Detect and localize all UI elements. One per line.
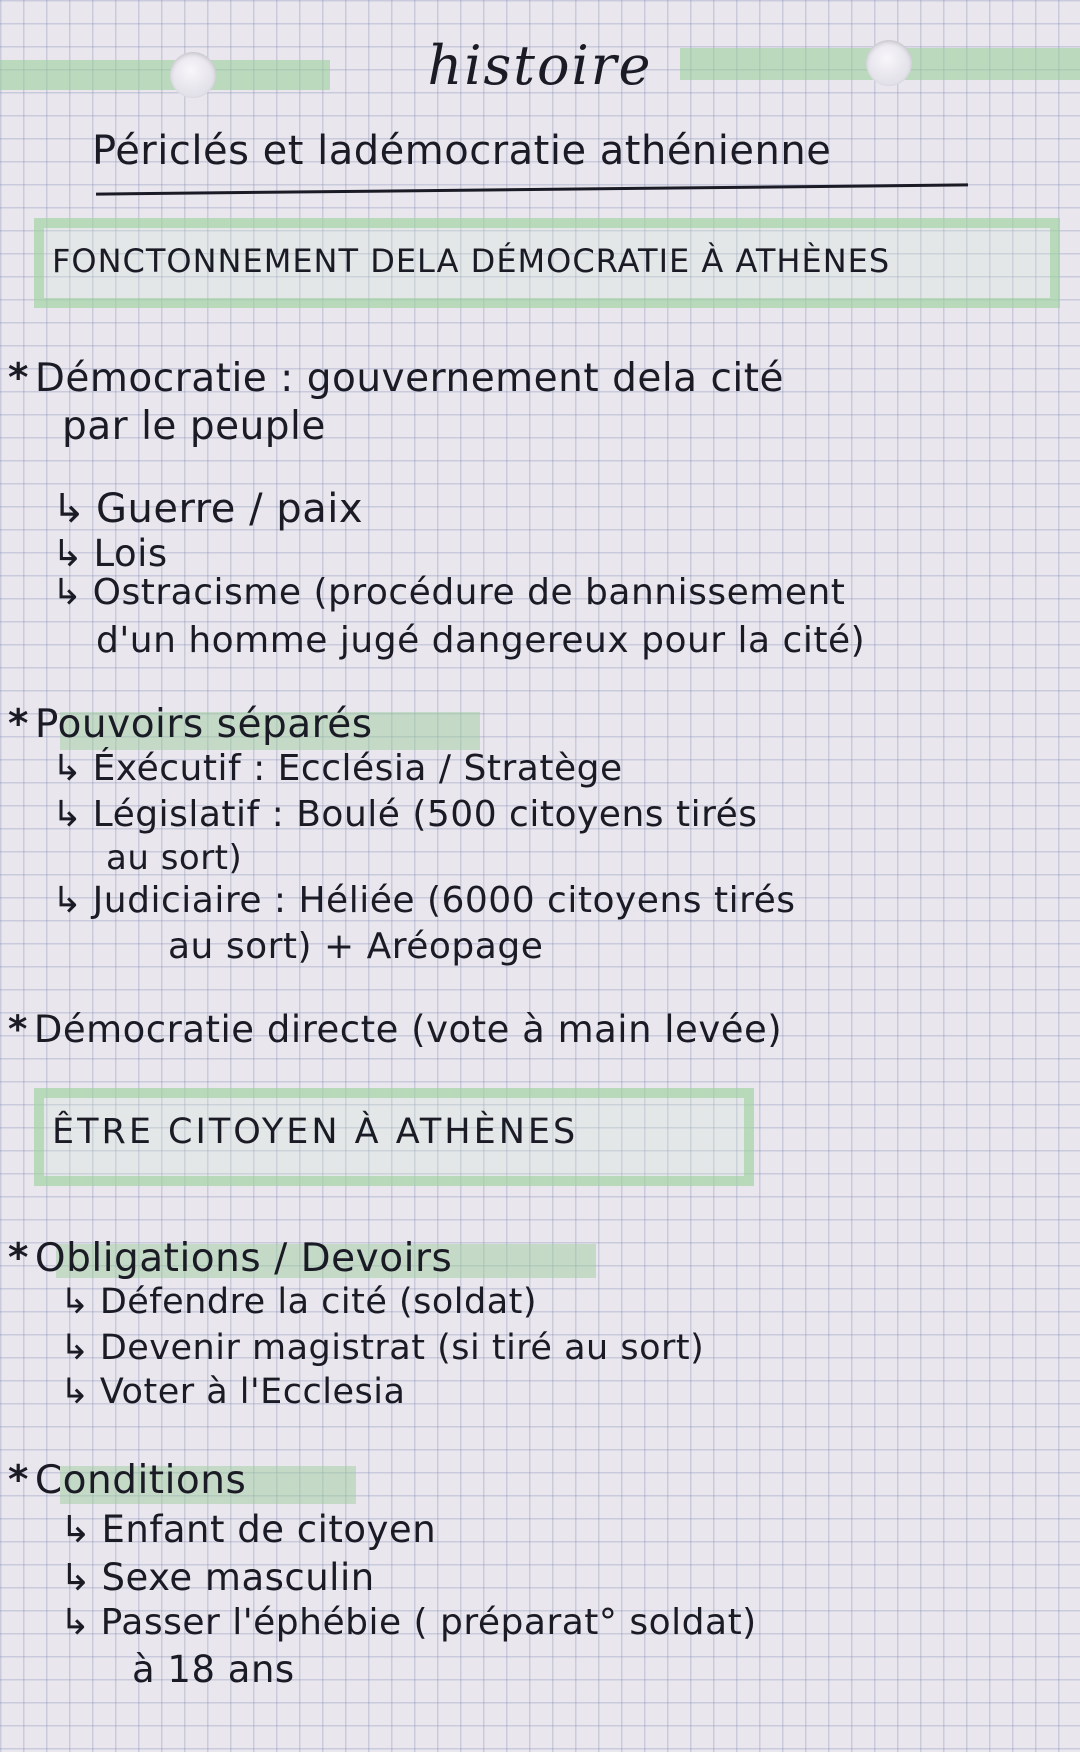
- item-sexe: Sexe masculin: [101, 1556, 375, 1599]
- page-title: histoire: [427, 34, 653, 97]
- item-magistrat: Devenir magistrat (si tiré au sort): [99, 1328, 705, 1368]
- item-lois: Lois: [93, 532, 168, 575]
- pouvoirs-heading-line: [8, 702, 373, 747]
- conditions-heading-line: [8, 1458, 246, 1503]
- obligations-heading: Obligations / Devoirs: [34, 1236, 453, 1281]
- pouvoirs-judiciaire: [52, 880, 796, 921]
- star-bullet: *: [8, 1236, 29, 1281]
- item-defendre: Défendre la cité (soldat): [99, 1282, 538, 1322]
- democratie-line1: [8, 356, 784, 401]
- judiciaire-text: Judiciaire : Héliée (6000 citoyens tirés: [92, 880, 796, 921]
- item-voter: Voter à l'Ecclesia: [99, 1372, 406, 1412]
- democratie-item-3-cont: d'un homme jugé dangereux pour la cité): [96, 620, 866, 661]
- section2-heading: ÊTRE CITOYEN À ATHÈNES: [52, 1112, 579, 1152]
- democratie-directe-line: [8, 1008, 782, 1051]
- arrow-icon: ↳: [60, 1556, 92, 1599]
- obligations-item-1: [60, 1282, 537, 1322]
- arrow-icon: ↳: [52, 486, 87, 532]
- page-subtitle: Périclés et ladémocratie athénienne: [92, 128, 832, 174]
- arrow-icon: ↳: [60, 1508, 92, 1551]
- arrow-icon: ↳: [52, 748, 83, 789]
- pouvoirs-legislatif-cont: au sort): [106, 838, 243, 878]
- item-ostracisme: Ostracisme (procédure de bannissement: [92, 572, 846, 613]
- arrow-icon: ↳: [60, 1328, 90, 1368]
- legislatif-text: Législatif : Boulé (500 citoyens tirés: [92, 794, 758, 835]
- item-guerre-paix: Guerre / paix: [96, 486, 363, 532]
- pouvoirs-heading: Pouvoirs séparés: [34, 702, 373, 747]
- conditions-heading: Conditions: [34, 1458, 247, 1503]
- democratie-item-2: [52, 532, 168, 575]
- star-bullet: *: [8, 702, 29, 747]
- conditions-item-2: [60, 1556, 375, 1599]
- star-bullet: *: [8, 1008, 28, 1051]
- item-enfant: Enfant de citoyen: [101, 1508, 437, 1551]
- obligations-item-2: [60, 1328, 704, 1368]
- arrow-icon: ↳: [52, 572, 83, 613]
- executif-text: Éxécutif : Ecclésia / Stratège: [92, 748, 623, 789]
- arrow-icon: ↳: [52, 794, 83, 835]
- subtitle-underline: [96, 183, 968, 195]
- conditions-item-3: [60, 1602, 757, 1643]
- conditions-item-3-cont: à 18 ans: [132, 1648, 295, 1691]
- arrow-icon: ↳: [60, 1282, 90, 1322]
- item-ephebie: Passer l'éphébie ( préparat° soldat): [100, 1602, 757, 1643]
- section1-heading: FONCTONNEMENT DELA DÉMOCRATIE À ATHÈNES: [52, 242, 891, 280]
- democratie-item-3: [52, 572, 845, 613]
- pouvoirs-legislatif: [52, 794, 758, 835]
- star-bullet: *: [8, 356, 29, 401]
- democratie-item-1: [52, 486, 363, 532]
- conditions-item-1: [60, 1508, 436, 1551]
- star-bullet: *: [8, 1458, 29, 1503]
- arrow-icon: ↳: [60, 1602, 91, 1643]
- democratie-definition: Démocratie : gouvernement dela cité: [34, 356, 785, 401]
- pouvoirs-judiciaire-cont: au sort) + Aréopage: [168, 926, 544, 967]
- obligations-item-3: [60, 1372, 405, 1412]
- democratie-line2: par le peuple: [62, 404, 326, 449]
- democratie-directe: Démocratie directe (vote à main levée): [33, 1008, 783, 1051]
- obligations-heading-line: [8, 1236, 452, 1281]
- arrow-icon: ↳: [52, 532, 84, 575]
- pouvoirs-executif: [52, 748, 623, 789]
- arrow-icon: ↳: [60, 1372, 90, 1412]
- arrow-icon: ↳: [52, 880, 83, 921]
